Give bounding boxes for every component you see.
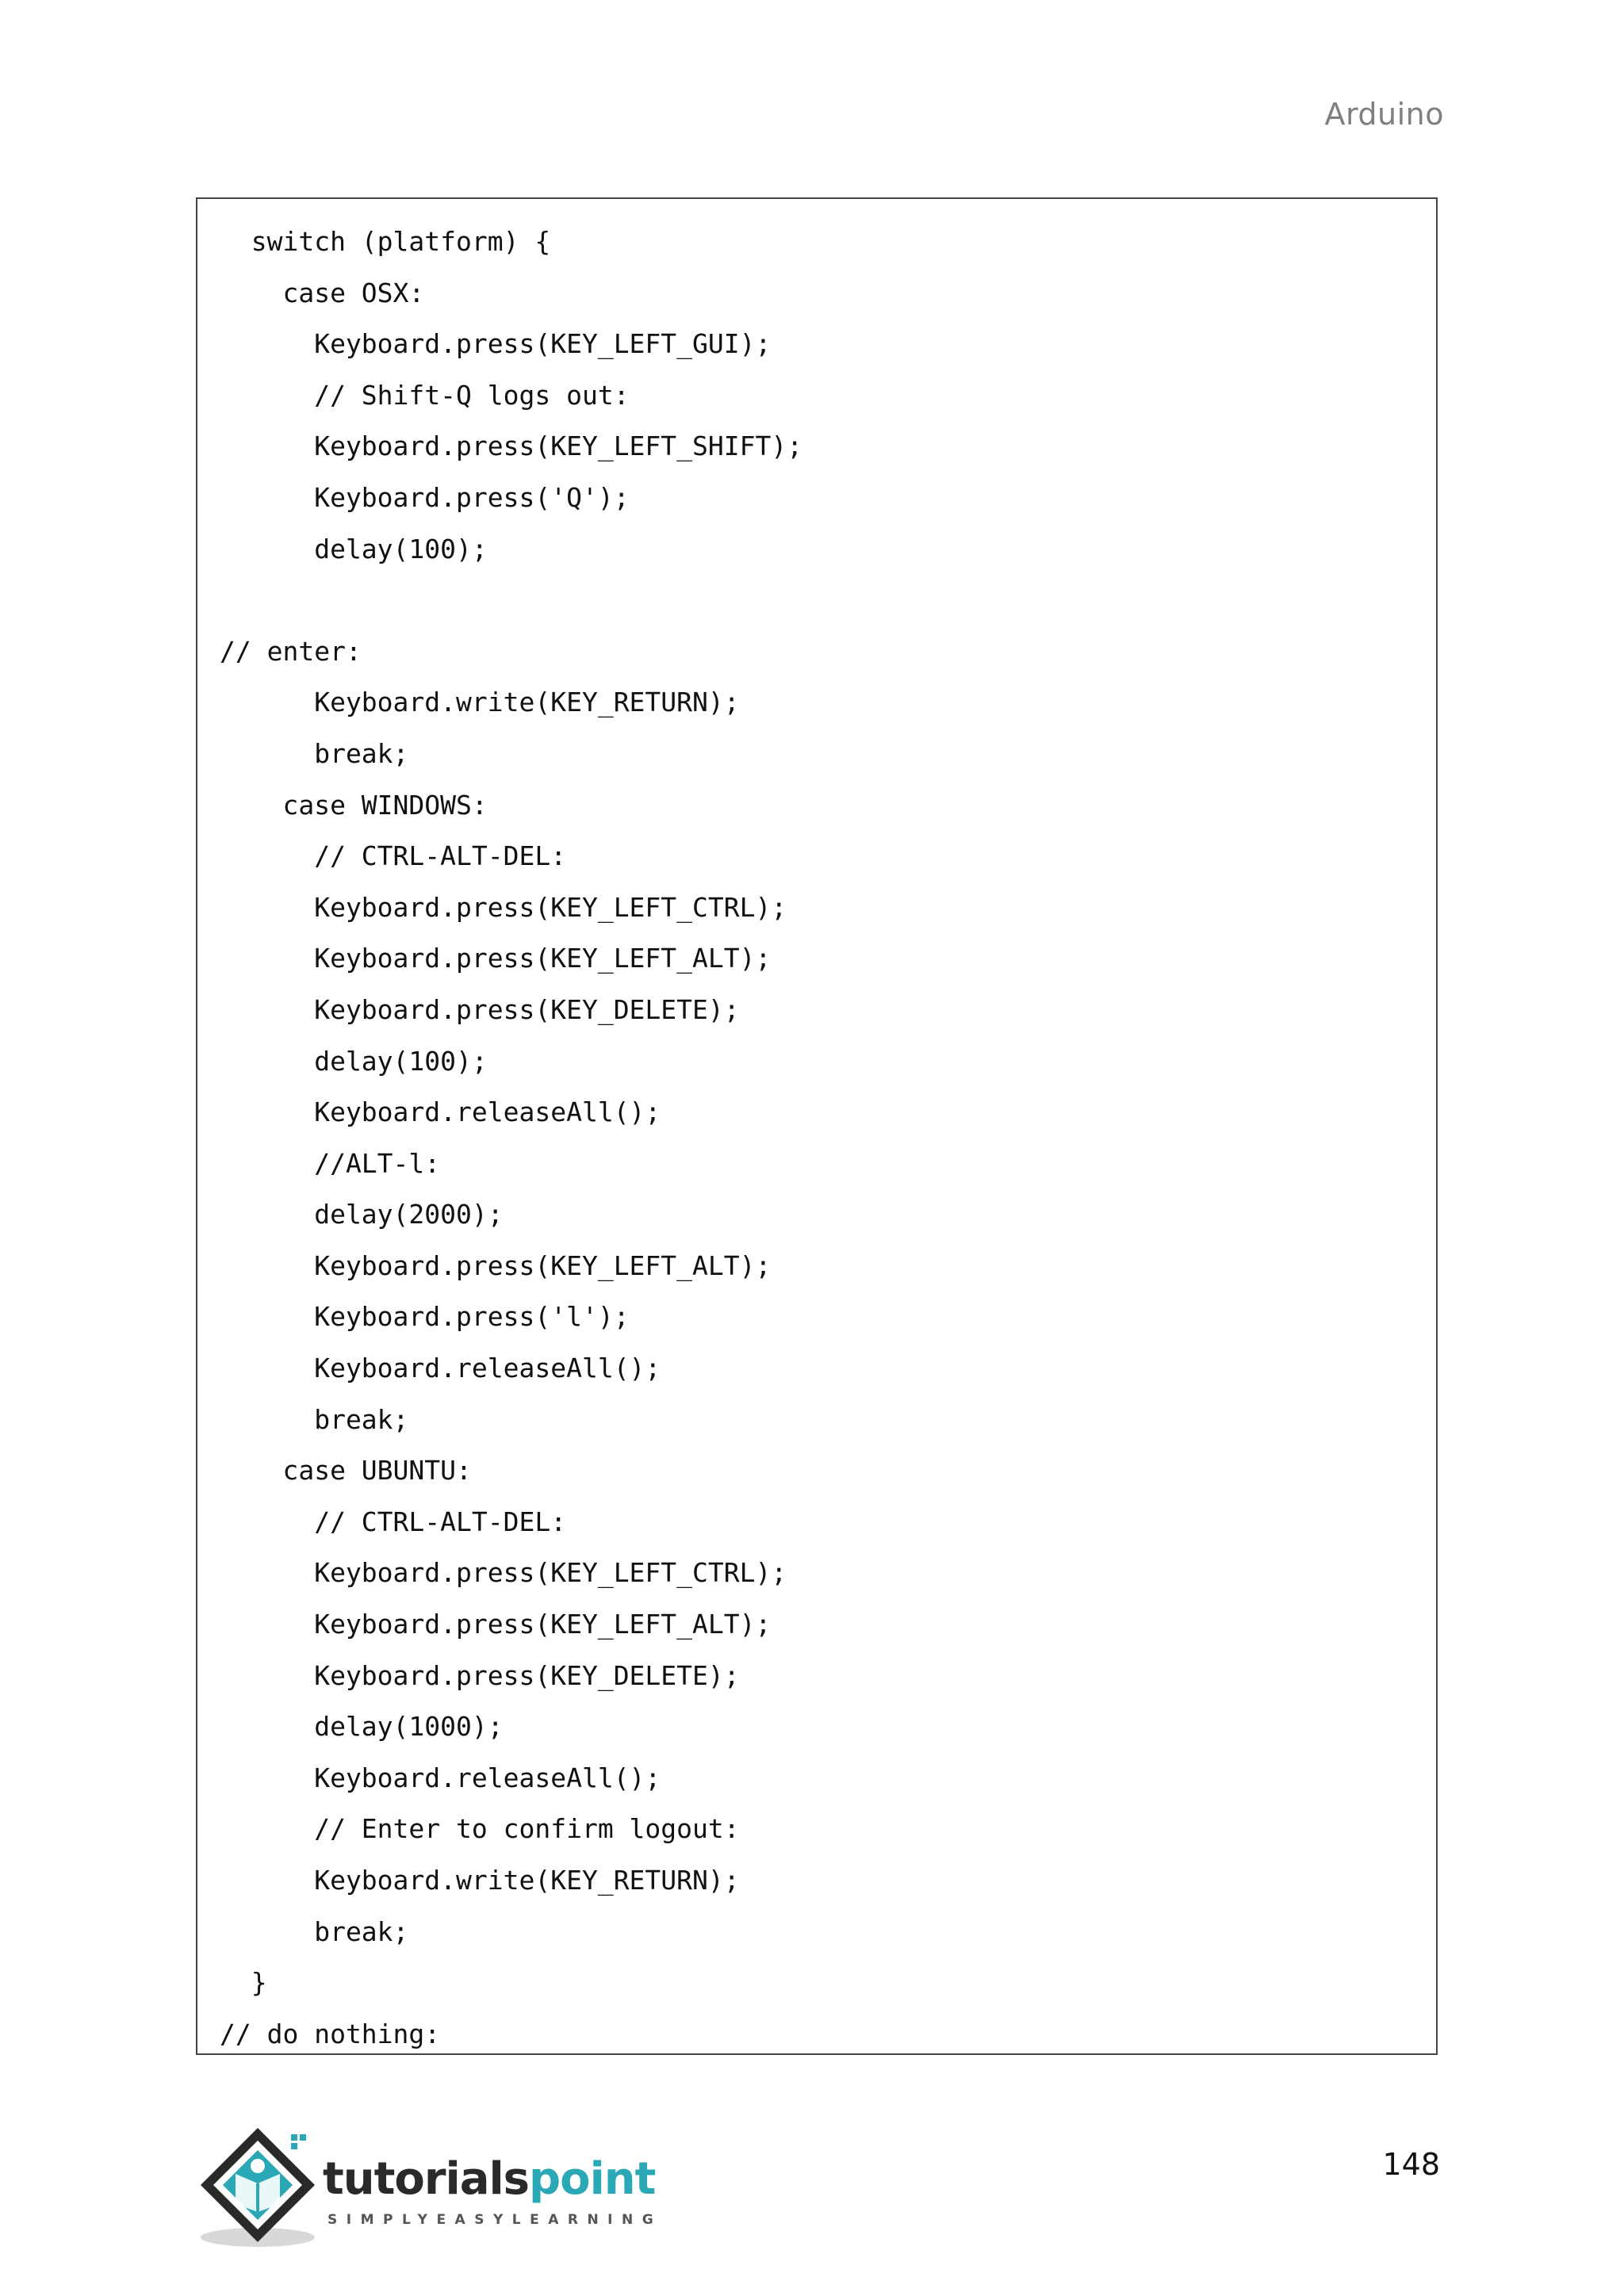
code-line: } — [220, 1967, 267, 1999]
code-line: case WINDOWS: — [220, 789, 488, 821]
code-line: // CTRL-ALT-DEL: — [220, 840, 567, 872]
code-line: Keyboard.press(KEY_LEFT_GUI); — [220, 328, 772, 360]
code-line: Keyboard.releaseAll(); — [220, 1762, 661, 1793]
logo-word-point: point — [529, 2153, 656, 2205]
code-line: break; — [220, 1915, 409, 1947]
code-line: delay(100); — [220, 1045, 488, 1077]
code-line: // CTRL-ALT-DEL: — [220, 1506, 567, 1537]
code-line: // do nothing: — [220, 2018, 441, 2049]
code-lines — [220, 216, 802, 2060]
code-line: // Enter to confirm logout: — [220, 1813, 740, 1845]
code-line: delay(2000); — [220, 1199, 504, 1230]
code-line: // enter: — [220, 635, 362, 667]
code-line: Keyboard.press(KEY_LEFT_SHIFT); — [220, 430, 803, 462]
code-line: //ALT-l: — [220, 1147, 441, 1179]
code-line: Keyboard.releaseAll(); — [220, 1096, 661, 1128]
code-line: Keyboard.press(KEY_DELETE); — [220, 993, 740, 1025]
logo-wordmark — [323, 2153, 655, 2205]
code-line: Keyboard.write(KEY_RETURN); — [220, 687, 740, 718]
code-line: delay(1000); — [220, 1711, 504, 1743]
code-line: Keyboard.press('l'); — [220, 1301, 630, 1333]
code-line: case UBUNTU: — [220, 1455, 472, 1487]
code-line: delay(100); — [220, 533, 488, 564]
code-line: Keyboard.press(KEY_LEFT_ALT); — [220, 943, 772, 974]
code-line: Keyboard.write(KEY_RETURN); — [220, 1865, 740, 1896]
code-line: Keyboard.press(KEY_LEFT_CTRL); — [220, 891, 787, 923]
running-header: Arduino — [1324, 97, 1444, 132]
code-line: switch (platform) { — [220, 226, 551, 257]
code-line — [220, 575, 802, 626]
code-line: Keyboard.press(KEY_LEFT_ALT); — [220, 1249, 772, 1281]
code-line: break; — [220, 1403, 409, 1435]
tutorialspoint-logo — [196, 2118, 663, 2253]
code-line: Keyboard.press(KEY_DELETE); — [220, 1659, 740, 1691]
code-line: break; — [220, 737, 409, 769]
page-number: 148 — [1382, 2147, 1440, 2182]
code-line: Keyboard.press('Q'); — [220, 481, 630, 513]
code-line: Keyboard.press(KEY_LEFT_CTRL); — [220, 1557, 787, 1589]
code-line: // Shift-Q logs out: — [220, 379, 630, 411]
logo-tagline: SIMPLYEASYLEARNING — [327, 2212, 663, 2228]
logo-diamond-icon — [196, 2118, 323, 2253]
code-line: case OSX: — [220, 277, 425, 308]
code-line: Keyboard.press(KEY_LEFT_ALT); — [220, 1609, 772, 1640]
logo-word-tutorials: tutorials — [323, 2153, 530, 2205]
code-line: Keyboard.releaseAll(); — [220, 1353, 661, 1384]
code-block — [196, 197, 1438, 2055]
